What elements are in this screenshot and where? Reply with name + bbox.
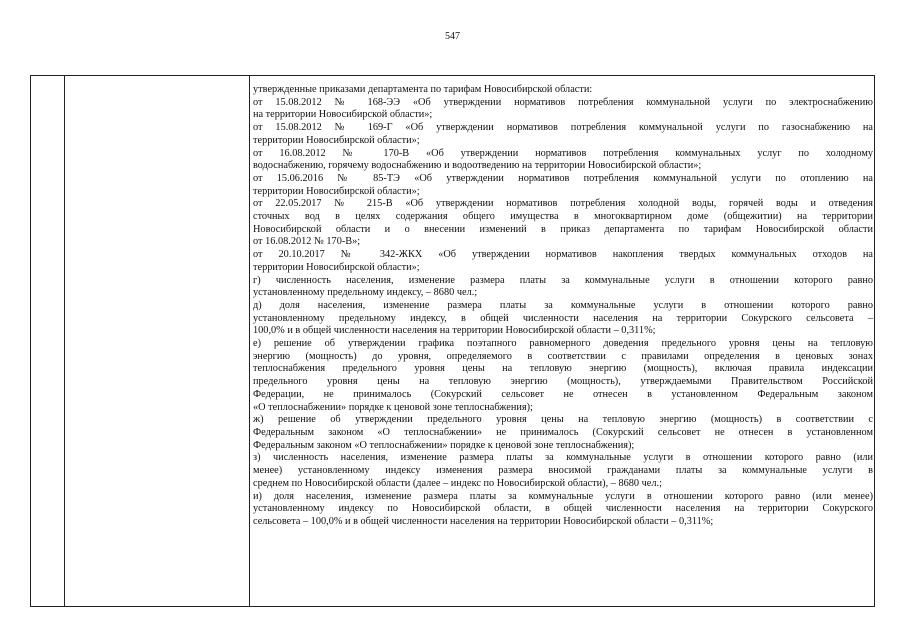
text-line: г) численность населения, изменение размера платы за коммунальные услуги в отношении которого равно — [253, 274, 873, 286]
text-line: теплоснабжения предельного уровня цены на тепловую энергию (мощность), включая правила индексации — [253, 363, 873, 375]
table-column-divider — [64, 76, 65, 606]
text-line: д) доля населения, изменение размера платы за коммунальные услуги в отношении которого равно — [253, 299, 873, 311]
text-line: Новосибирской области и о внесении изменений в приказ департамента по тарифам Новосибирской области — [253, 223, 873, 235]
text-line: от 15.06.2016 № 85-ТЭ «Об утверждении нормативов потребления коммунальной услуги по отоплению на — [253, 172, 873, 184]
text-line: менее) установленному индексу изменения размера вносимой гражданами платы за коммунальные услуги в — [253, 465, 873, 477]
text-line: территории Новосибирской области»; — [253, 134, 420, 146]
text-line: от 15.08.2012 № 168-ЭЭ «Об утверждении нормативов потребления коммунальной услуги по электроснабжению — [253, 96, 873, 108]
text-line: «О теплоснабжении» порядке к ценовой зоне теплоснабжения); — [253, 401, 533, 413]
text-line: от 16.08.2012 № 170-В «Об утверждении нормативов потребления коммунальных услуг по холодному — [253, 147, 873, 159]
text-line: энергию (мощность) до уровня, определяемого в соответствии с правилами определения в ценовых зонах — [253, 350, 873, 362]
text-line: установленному индексу по Новосибирской области, в общей численности населения на территории Сокурского — [253, 503, 873, 515]
text-line: от 16.08.2012 № 170-В»; — [253, 236, 361, 248]
text-line: установленному предельному индексу, – 8680 чел.; — [253, 287, 478, 299]
text-line: Федеральным законом «О теплоснабжении» порядке к ценовой зоне теплоснабжения); — [253, 439, 635, 451]
text-line: от 22.05.2017 № 215-В «Об утверждении нормативов потребления холодной воды, горячей воды и отведения — [253, 198, 873, 210]
text-line: сточных вод в целях содержания общего имущества в многоквартирном доме (общежитии) на территории — [253, 211, 873, 223]
text-line: территории Новосибирской области»; — [253, 261, 420, 273]
text-line: предельного уровня цены на тепловую энергию (мощность), утверждаемыми Правительством Российской — [253, 376, 873, 388]
text-line: территории Новосибирской области»; — [253, 185, 420, 197]
text-line: Федерации, не принималось (Сокурский сельсовет не отнесен в установленном Федеральным законом — [253, 388, 873, 400]
text-line: ж) решение об утверждении предельного уровня цены на тепловую энергию (мощность) в соответствии с — [253, 414, 873, 426]
text-line: е) решение об утверждении графика поэтапного равномерного доведения предельного уровня цены на тепловую — [253, 338, 873, 350]
table-column-divider — [249, 76, 250, 606]
text-line: установленному предельному индексу, в общей численности населения на территории Сокурского сельсовета – — [253, 312, 873, 324]
table-cell-text — [253, 84, 873, 529]
document-table — [30, 75, 875, 607]
text-line: среднем по Новосибирской области (далее – индекс по Новосибирской области), – 8680 чел.; — [253, 477, 662, 489]
text-line: на территории Новосибирской области»; — [253, 109, 433, 121]
text-line: и) доля населения, изменение размера платы за коммунальные услуги в отношении которого равно (или менее) — [253, 490, 873, 502]
text-line: водоснабжению, горячему водоснабжению и водоотведению на территории Новосибирской области»; — [253, 160, 702, 172]
text-line: Федеральным законом «О теплоснабжении» не принималось (Сокурский сельсовет не отнесен в установленном — [253, 426, 873, 438]
text-line: з) численность населения, изменение размера платы за коммунальные услуги в отношении которого равно (или — [253, 452, 873, 464]
text-line: от 20.10.2017 № 342-ЖКХ «Об утверждении нормативов накопления твердых коммунальных отходов на — [253, 249, 873, 261]
text-line: от 15.08.2012 № 169-Г «Об утверждении нормативов потребления коммунальной услуги по газоснабжению на — [253, 122, 873, 134]
text-line: утвержденные приказами департамента по тарифам Новосибирской области: — [253, 84, 593, 95]
text-line: сельсовета – 100,0% и в общей численности населения на территории Новосибирской области – 0,311%; — [253, 515, 714, 527]
text-line: 100,0% и в общей численности населения на территории Новосибирской области – 0,311%; — [253, 325, 656, 337]
page-number: 547 — [445, 31, 460, 42]
